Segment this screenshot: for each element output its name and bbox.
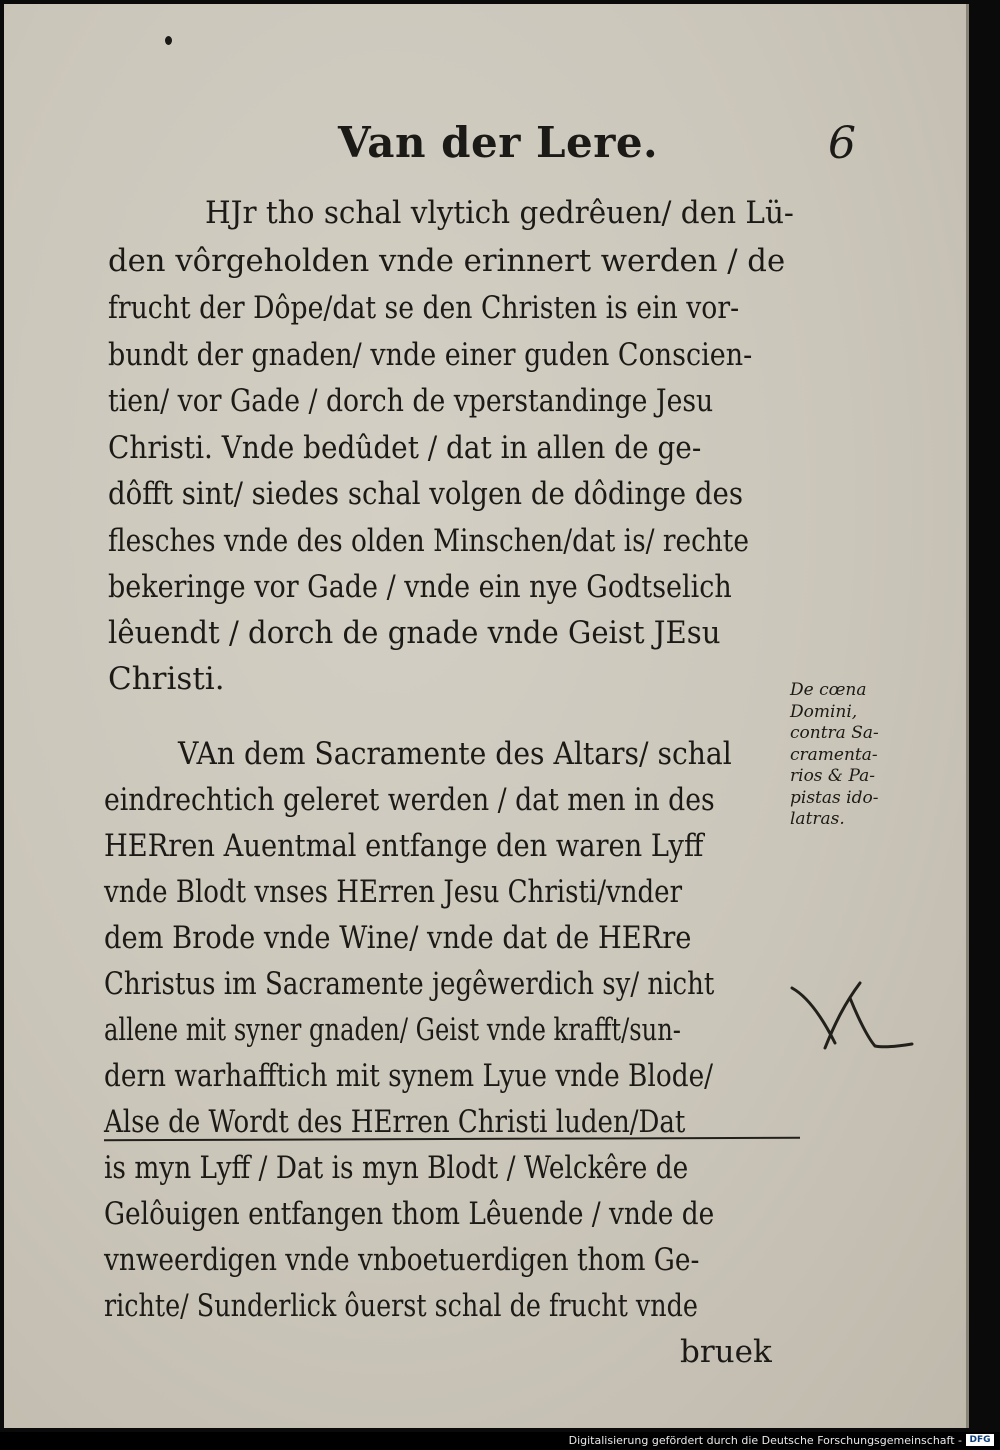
text-line: dern warhafftich mit synem Lyue vnde Blode/: [104, 1058, 714, 1094]
page-number: 6: [828, 118, 856, 169]
margin-note-line: pistas ido-: [790, 787, 879, 808]
text-line: Gelôuigen entfangen thom Lêuende / vnde de: [104, 1196, 715, 1232]
catchword: bruek: [680, 1334, 772, 1370]
text-line: HJr tho schal vlytich gedrêuen/ den Lü-: [205, 195, 794, 231]
text-line: bekeringe vor Gade / vnde ein nye Godtselich: [108, 569, 732, 605]
text-line: bundt der gnaden/ vnde einer guden Conscien-: [108, 337, 753, 373]
text-line: eindrechtich geleret werden / dat men in des: [104, 782, 715, 818]
text-line: is myn Lyff / Dat is myn Blodt / Welckêre de: [104, 1150, 689, 1186]
text-line: den vôrgeholden vnde erinnert werden / de: [108, 243, 786, 279]
margin-note-line: cramenta-: [790, 744, 878, 765]
text-line: HERren Auentmal entfange den waren Lyff: [104, 828, 704, 864]
text-line: frucht der Dôpe/dat se den Christen is ein vor-: [108, 290, 740, 326]
text-line: richte/ Sunderlick ôuerst schal de frucht vnde: [104, 1288, 698, 1324]
footer-credit: Digitalisierung gefördert durch die Deutsche Forschungsgemeinschaft -: [568, 1434, 962, 1447]
dfg-logo: DFG: [966, 1434, 994, 1446]
text-line: Christi. Vnde bedûdet / dat in allen de ge-: [108, 430, 702, 466]
text-line: flesches vnde des olden Minschen/dat is/ rechte: [108, 523, 749, 559]
text-line: vnde Blodt vnses HErren Jesu Christi/vnder: [104, 874, 683, 910]
text-line: Christi.: [108, 661, 225, 697]
text-line: dôfft sint/ siedes schal volgen de dôdinge des: [108, 476, 744, 512]
text-line-underlined: Alse de Wordt des HErren Christi luden/Dat: [104, 1104, 686, 1140]
margin-note-line: latras.: [790, 809, 845, 829]
margin-note-line: contra Sa-: [790, 723, 879, 743]
text-line: dem Brode vnde Wine/ vnde dat de HERre: [104, 920, 692, 956]
ink-blot: [165, 36, 172, 45]
text-line: lêuendt / dorch de gnade vnde Geist JEsu: [108, 615, 721, 651]
margin-note-line: Domini,: [790, 701, 858, 722]
running-head: Van der Lere.: [338, 118, 659, 167]
handwritten-cross-mark: [790, 968, 920, 1058]
marginal-note: [790, 680, 920, 831]
text-line: VAn dem Sacramente des Altars/ schal: [178, 736, 732, 772]
text-line: allene mit syner gnaden/ Geist vnde krafft/sun-: [104, 1012, 681, 1048]
margin-note-line: rios & Pa-: [790, 766, 876, 786]
text-line: Christus im Sacramente jegêwerdich sy/ nicht: [104, 966, 715, 1002]
margin-note-line: De cœna: [790, 680, 867, 700]
text-line: vnweerdigen vnde vnboetuerdigen thom Ge-: [104, 1242, 700, 1278]
text-line: tien/ vor Gade / dorch de vperstandinge Jesu: [108, 383, 714, 419]
